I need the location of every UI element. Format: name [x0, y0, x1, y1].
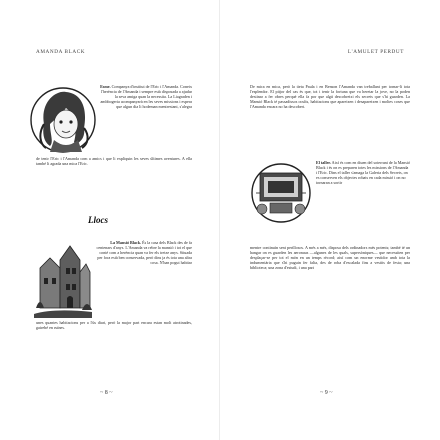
mansio-name: La Mansió Black. — [110, 240, 142, 245]
folio-number: 8 — [104, 390, 108, 396]
ornament-right: ~ — [109, 390, 113, 396]
esme-description — [100, 84, 192, 109]
esme-name: Esme. — [100, 84, 111, 89]
page-number — [100, 390, 113, 396]
taller-description-tail: mentre continuïn sent perillosos. A més a més, disposa dels ordinadors més potents; també té un hangar on es guarden les aeronaus —algunes de les quals, supersòniques— que necessiten per desplaçar-se per tot el món en un temps rècord; així com un enorme vestidor amb tota la indumentària que s'hi puguin fer falta, des de roba d'escalada fins a vestits de festa; una biblioteca; una zona d'estudi, i una part — [250, 245, 410, 271]
esme-description-tail: de tenir l'Eric i l'Amanda com a amics i que li expliquin les seves últimes aventures. A ella també li agrada una mica l'Eric. — [36, 156, 192, 167]
section-title: Llocs — [88, 215, 108, 225]
running-head: L'AMULET PERDUT — [347, 49, 404, 55]
taller-body: Així és com en diuen del soterrani de la Mansió Black i és on es preparen totes les missions de l'Amanda i l'Eric. Dins el taller s'amaga la Galeria dels Secrets, on es conserven els objectes robats en cada missió i on no tornaran a sortir — [316, 160, 411, 186]
ornament-left: ~ — [100, 390, 104, 396]
esme-portrait-illustration — [30, 84, 96, 156]
taller-description — [316, 160, 410, 185]
mansio-black-illustration — [34, 238, 92, 318]
esme-body: Companya d'institut de l'Eric i l'Amanda. Coneix l'herència de l'Amanda i sempre està disposada a ajudar la seva amiga quan la necessita. La Liagraden i ambbogeria acompanyarà en les seves missions i espera que algun dia li hodeman mentrestant, s'alegra — [100, 84, 192, 110]
mansio-description — [96, 240, 192, 265]
mansio-description-continued: De mica en mica, però la tieta Paula i en Benson l'Amanda van treballant per tornar-li tota l'esplendor. El pitjor del cas és que, tot i tenir la fortuna que va heretar la jove, no la poden destinar a fer obres perquè ella fa por que algú descobreixi els secrets que s'hi guarden. La Mansió Black té passadissos ocults, habitacions que apareixen i desapareixen i moltes coses que l'Amanda encara no ha descobert. — [250, 84, 410, 110]
mansio-description-tail: unes quantes habitacions per a l'ús diari, però la major part encara estan molt atrotinades, gairebé en ruïnes. — [36, 320, 192, 331]
running-head: AMANDA BLACK — [36, 49, 86, 55]
folio-number: 9 — [324, 390, 328, 396]
ornament-right: ~ — [329, 390, 333, 396]
ornament-left: ~ — [320, 390, 324, 396]
taller-name: El taller. — [316, 160, 331, 165]
page-number — [320, 390, 333, 396]
right-page — [220, 0, 440, 440]
mansio-body: És la casa dels Black des de fa centenars d'anys. L'Amanda va rebre la mansió i tot el que conté com a herència quan va fer els tretze anys. Situada per fora està ben conservada, però dins ja és tota una altra cosa. N'han pogut habitar — [96, 240, 192, 266]
taller-illustration — [250, 147, 312, 239]
